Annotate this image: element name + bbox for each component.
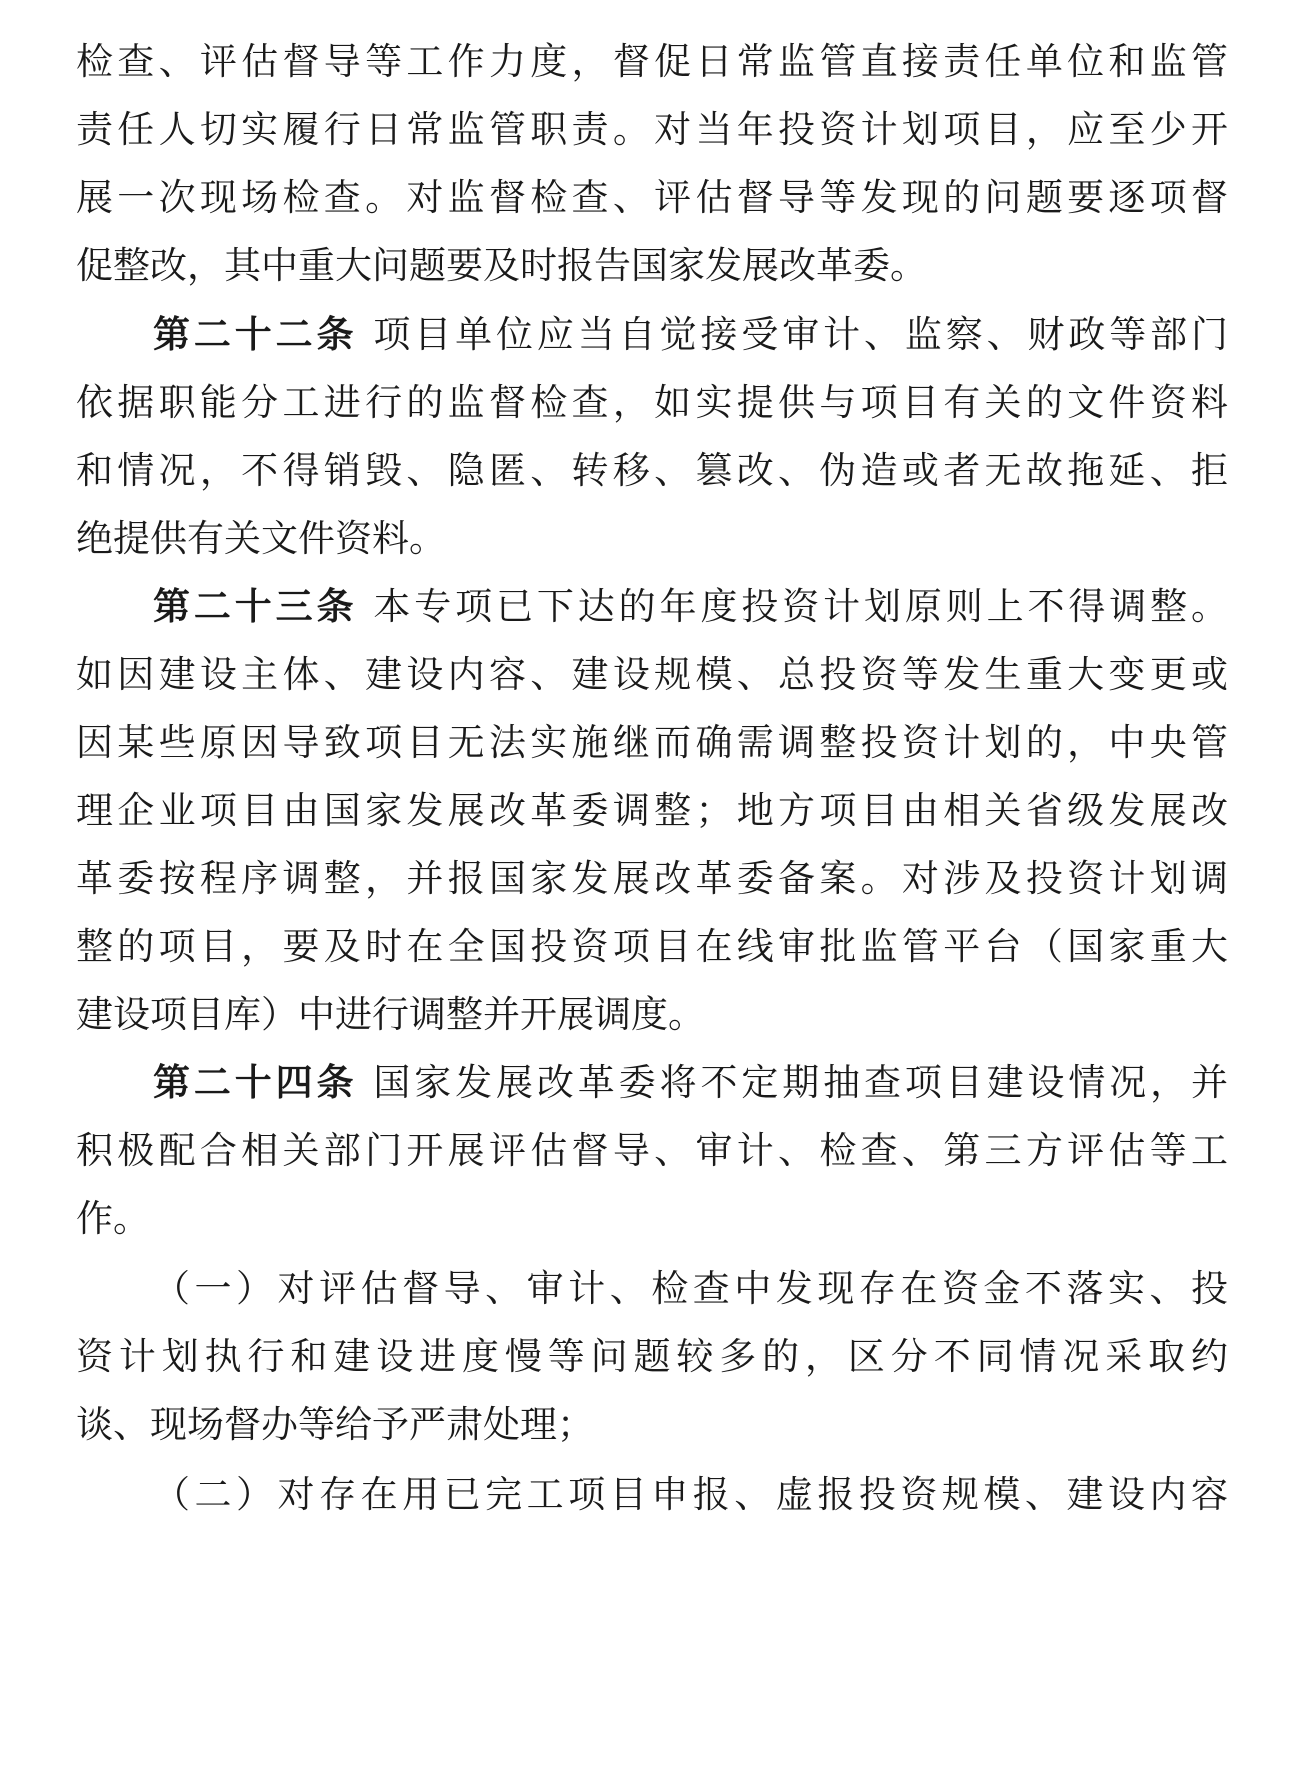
text-line: 责任人切实履行日常监管职责。对当年投资计划项目，应至少开 (76, 108, 1228, 151)
text-line: 理企业项目由国家发展改革委调整；地方项目由相关省级发展改 (76, 789, 1228, 832)
article-heading: 第二十二条 (153, 313, 358, 356)
text-line: 如因建设主体、建设内容、建设规模、总投资等发生重大变更或 (76, 653, 1228, 696)
text-line: 整的项目，要及时在全国投资项目在线审批监管平台（国家重大 (76, 925, 1228, 968)
text-line: 展一次现场检查。对监督检查、评估督导等发现的问题要逐项督 (76, 176, 1228, 219)
article-24-line: 第二十四条 国家发展改革委将不定期抽查项目建设情况，并 (153, 1061, 1228, 1104)
article-22-line: 第二十二条 项目单位应当自觉接受审计、监察、财政等部门 (153, 313, 1228, 356)
article-heading: 第二十四条 (153, 1061, 358, 1104)
clause-2-line: （二）对存在用已完工项目申报、虚报投资规模、建设内容 (153, 1473, 1228, 1516)
text-line: 建设项目库）中进行调整并开展调度。 (76, 993, 705, 1036)
clause-1-line: （一）对评估督导、审计、检查中发现存在资金不落实、投 (153, 1267, 1228, 1310)
text-line: 促整改，其中重大问题要及时报告国家发展改革委。 (76, 244, 927, 287)
text-line: 谈、现场督办等给予严肃处理； (76, 1403, 594, 1446)
text-line: 依据职能分工进行的监督检查，如实提供与项目有关的文件资料 (76, 381, 1228, 424)
text-line: 绝提供有关文件资料。 (76, 517, 446, 560)
text-line: 资计划执行和建设进度慢等问题较多的，区分不同情况采取约 (76, 1335, 1228, 1378)
article-23-line: 第二十三条 本专项已下达的年度投资计划原则上不得调整。 (153, 585, 1228, 628)
text-line: 因某些原因导致项目无法实施继而确需调整投资计划的，中央管 (76, 721, 1228, 764)
article-heading: 第二十三条 (153, 585, 358, 628)
text-line: 检查、评估督导等工作力度，督促日常监管直接责任单位和监管 (76, 40, 1228, 83)
text-line: 革委按程序调整，并报国家发展改革委备案。对涉及投资计划调 (76, 857, 1228, 900)
text-line: 作。 (76, 1197, 150, 1240)
text-line: 和情况，不得销毁、隐匿、转移、篡改、伪造或者无故拖延、拒 (76, 449, 1228, 492)
text-line: 积极配合相关部门开展评估督导、审计、检查、第三方评估等工 (76, 1129, 1228, 1172)
